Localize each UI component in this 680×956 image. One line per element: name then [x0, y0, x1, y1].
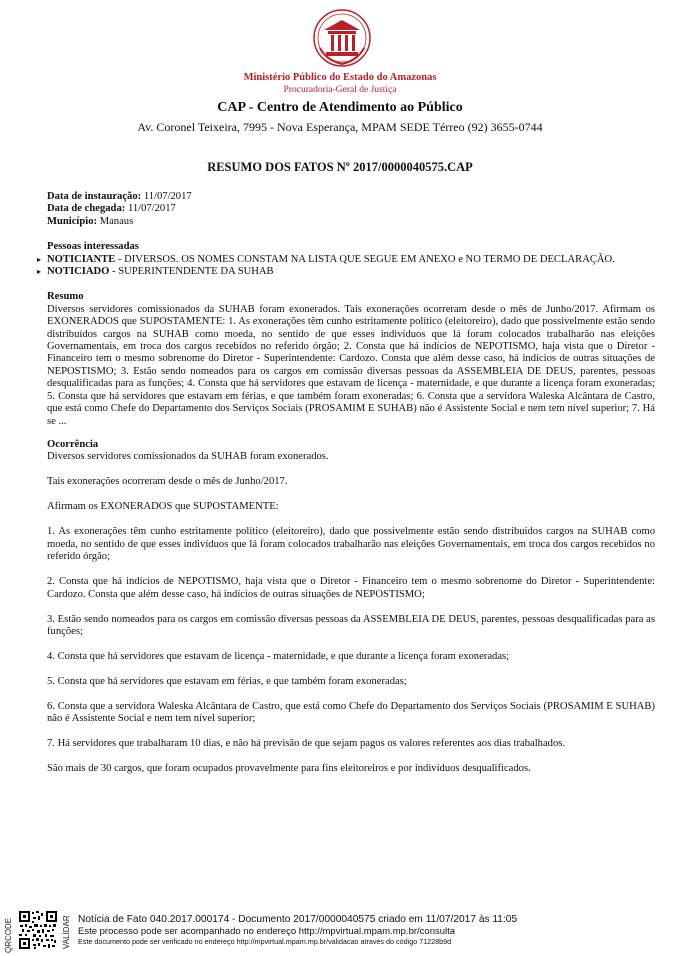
document-body: [37, 191, 655, 788]
ocorrencia-paragraph: 3. Estão sendo nomeados para os cargos em comissão diversas pessoas da ASSEMBLEIA DE DEUS, parentes, pessoas desqualificadas para as funções;: [47, 613, 655, 637]
meta-instauracao: Data de instauração: 11/07/2017: [47, 191, 192, 202]
ocorrencia-paragraph: 1. As exonerações têm cunho estritamente político (eleitoreiro), dado que possivelmente estão sendo distribuídos cargos na SUHAB como moeda, no sentido de que esses indivíduos que lá foram colocados trabalharão nas eleições Governamentais, em troca dos cargos recebidos no referido órgão;: [47, 526, 655, 563]
qrcode-label: QRCODE: [4, 917, 13, 953]
cap-title: CAP - Centro de Atendimento ao Público: [217, 100, 463, 115]
resumo-text: Diversos servidores comissionados da SUHAB foram exonerados. Tais exonerações ocorreram desde o mês de Junho/2017. Afirmam os EXONERADOS que SUPOSTAMENTE: 1. As exonerações têm cunho estritamente político (eleitoreiro), dado que possivelmente estão sendo distribuídos cargos na SUHAB como moeda, no sentido de que esses indivíduos que lá foram colocados trabalharão nas eleições Governamentais, em troca dos cargos recebidos no referido órgão; 2. Consta que há indícios de NEPOTISMO, haja vista que o Diretor - Financeiro tem o mesmo sobrenome do Diretor - Superintendente: Cardozo. Consta que além desse caso, há indícios de outras situações de NEPOSTISMO; 3. Estão sendo nomeados para os cargos em comissão diversas pessoas da ASSEMBLEIA DE DEUS, parentes, pessoas desqualificadas para as funções; 4. Consta que há servidores que estavam de licença - maternidade, e que durante a licença foram exoneradas; 5. Consta que há servidores que estavam em férias, e que também foram exoneradas; 6. Consta que a servidora Waleska Alcântara de Castro, que está como Chefe do Departamento dos Serviços Sociais (PROSAMIM E SUHAB) não é Assistente Social e nem tem nível superior; 7. Há se ...: [47, 303, 655, 427]
validar-label: VALIDAR: [62, 915, 71, 949]
cap-address: Av. Coronel Teixeira, 7995 - Nova Esperança, MPAM SEDE Térreo (92) 3655-0744: [137, 120, 543, 134]
ocorrencia-paragraph: Diversos servidores comissionados da SUHAB foram exonerados.: [47, 451, 329, 463]
institution-name: Ministério Público do Estado do Amazonas: [243, 72, 437, 83]
ocorrencia-heading: Ocorrência: [47, 438, 99, 450]
footer-text: [78, 914, 517, 946]
ocorrencia-paragraph: 5. Consta que há servidores que estavam em férias, e que também foram exoneradas;: [47, 675, 407, 687]
ocorrencia-body: [47, 451, 655, 775]
meta-municipio: Município: Manaus: [47, 215, 134, 227]
institution-subtitle: Procuradoria-Geral de Justiça: [283, 85, 397, 95]
ocorrencia-paragraph: Tais exonerações ocorreram desde o mês de Junho/2017.: [47, 476, 288, 488]
ocorrencia-paragraph: 6. Consta que a servidora Waleska Alcântara de Castro, que está como Chefe do Departamento dos Serviços Sociais (PROSAMIM E SUHAB) não é Assistente Social e nem tem nível superior;: [47, 700, 655, 725]
party-noticiado: ▸ NOTICIADO - SUPERINTENDENTE DA SUHAB: [37, 266, 274, 278]
footer-document-info: Notícia de Fato 040.2017.000174 - Documento 2017/0000040575 criado em 11/07/2017 às 11:05: [78, 914, 518, 925]
bullet-icon: ▸: [37, 267, 42, 277]
ocorrencia-paragraph: 2. Consta que há indícios de NEPOTISMO, haja vista que o Diretor - Financeiro tem o mesmo sobrenome do Diretor - Superintendente: Cardozo. Consta que além desse caso, há indícios de outras situações de NEPOSTISMO;: [47, 576, 655, 600]
resumo-heading: Resumo: [47, 291, 84, 303]
party-noticiante: ▸ NOTICIANTE - DIVERSOS. OS NOMES CONSTAM NA LISTA QUE SEGUE EM ANEXO e NO TERMO DE DECLARAÇÃO.: [37, 253, 615, 265]
ocorrencia-paragraph: 7. Há servidores que trabalharam 10 dias, e não há previsão de que sejam pagos os valores referentes aos dias trabalhados.: [47, 738, 566, 750]
ocorrencia-paragraph: São mais de 30 cargos, que foram ocupados provavelmente para fins eleitoreiros e por indivíduos desqualificados.: [47, 763, 531, 775]
document-title: RESUMO DOS FATOS Nº 2017/0000040575.CAP: [207, 160, 473, 174]
footer-consulta-link[interactable]: Este processo pode ser acompanhado no endereço http://mpvirtual.mpam.mp.br/consulta: [78, 925, 456, 937]
ocorrencia-paragraph: 4. Consta que há servidores que estavam de licença - maternidade, e que durante a licença foram exoneradas;: [47, 650, 510, 662]
parties-heading: Pessoas interessadas: [47, 241, 139, 253]
bullet-icon: ▸: [37, 254, 42, 264]
ministerio-publico-logo: [312, 8, 372, 70]
qr-code-icon[interactable]: [18, 910, 58, 950]
ocorrencia-paragraph: Afirmam os EXONERADOS que SUPOSTAMENTE:: [47, 501, 279, 513]
document-footer: [0, 905, 680, 956]
meta-chegada: Data de chegada: 11/07/2017: [47, 203, 176, 215]
footer-validacao-link[interactable]: Este documento pode ser verificado no endereço http://mpvirtual.mpam.mp.br/validacao através do código 71228b9d: [78, 936, 452, 946]
